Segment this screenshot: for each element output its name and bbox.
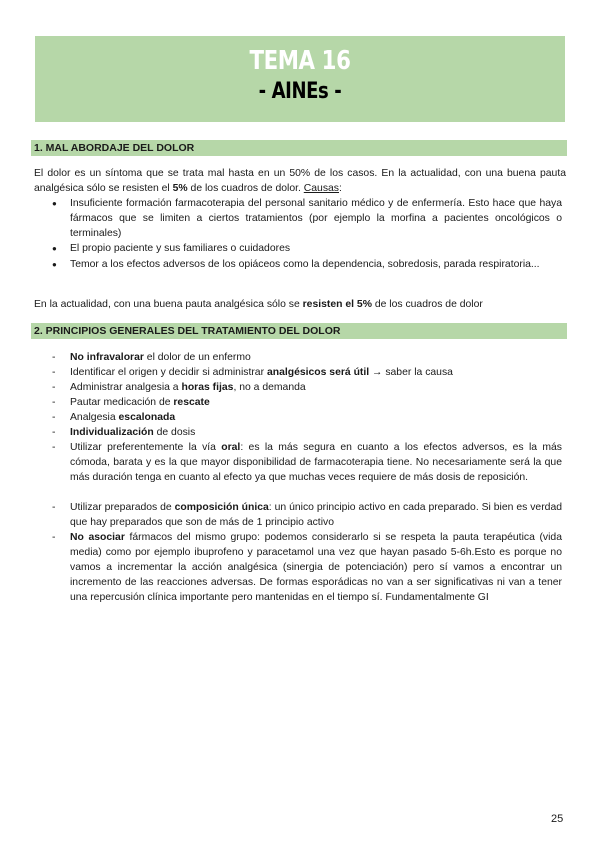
- list-item: Utilizar preparados de composición única: un único principio activo en cada preparado. Si bien es verdad que hay preparados que son de más de 1 principio activo: [70, 502, 563, 528]
- topic-subtitle: - AINEs -: [258, 79, 342, 104]
- closing-paragraph: En la actualidad, con una buena pauta analgésica sólo se resisten el 5% de los cuadros de dolor: [34, 299, 483, 310]
- list-item: Temor a los efectos adversos de los opiáceos como la dependencia, sobredosis, parada respiratoria...: [70, 259, 540, 270]
- list-item: Insuficiente formación farmacoterapia del personal sanitario médico y de enfermería. Esto hace que haya fármacos que se limiten a ciertos tratamientos (por ejemplo la morfina a pacientes oncológicos o terminales): [70, 198, 562, 239]
- bullet-icon: ●: [52, 244, 57, 253]
- list-item: No infravalorar el dolor de un enfermo: [70, 352, 251, 363]
- dash-marker: -: [52, 427, 56, 438]
- dash-marker: -: [52, 382, 56, 393]
- title-banner: [35, 36, 565, 122]
- dash-marker: -: [52, 412, 56, 423]
- page-number: 25: [551, 813, 564, 825]
- dash-marker: -: [52, 367, 56, 378]
- list-item: No asociar fármacos del mismo grupo: podemos considerarlo si se respeta la pauta terapéutica (vida media) como por ejemplo ibuprofeno y paracetamol una vez que hayan pasado 5-6h.Esto es porque no vamos a incrementar la acción analgésica (sinergia de potenciación) pero sí vamos a encontrar un incremento de las reacciones adversas. De formas esporádicas no van a ser significativas ni van a tener una repercusión clínica importante pero mantenidas en el tiempo sí. Fundamentalmente GI: [70, 532, 562, 603]
- list-item: Pautar medicación de rescate: [70, 397, 210, 408]
- bullet-icon: ●: [52, 199, 57, 208]
- topic-title: TEMA 16: [249, 46, 351, 76]
- dash-marker: -: [52, 442, 56, 453]
- list-item: Administrar analgesia a horas fijas, no a demanda: [70, 382, 306, 393]
- list-item: El propio paciente y sus familiares o cuidadores: [70, 243, 291, 254]
- list-item: Analgesia escalonada: [70, 412, 176, 423]
- dash-marker: -: [52, 532, 56, 543]
- list-item: Identificar el origen y decidir si administrar analgésicos será útil → saber la causa: [70, 367, 453, 378]
- intro-paragraph: El dolor es un síntoma que se trata mal hasta en un 50% de los casos. En la actualidad, con una buena pauta analgésica sólo se resisten el 5% de los cuadros de dolor. Causas:: [34, 168, 566, 194]
- bullet-icon: ●: [52, 260, 57, 269]
- section-heading-1: 1. MAL ABORDAJE DEL DOLOR: [31, 140, 567, 156]
- section-heading-2: 2. PRINCIPIOS GENERALES DEL TRATAMIENTO DEL DOLOR: [31, 323, 567, 339]
- dash-marker: -: [52, 502, 56, 513]
- dash-marker: -: [52, 352, 56, 363]
- list-item: Utilizar preferentemente la vía oral: es la más segura en cuanto a los efectos adversos, es la más cómoda, barata y es la que mayor disponibilidad de farmacoterapia tiene. No necesariamente será la que más duración tenga en cuanto al efecto ya que muchas veces requiere de más dosis de reposición.: [70, 442, 562, 483]
- dash-marker: -: [52, 397, 56, 408]
- list-item: Individualización de dosis: [70, 427, 196, 438]
